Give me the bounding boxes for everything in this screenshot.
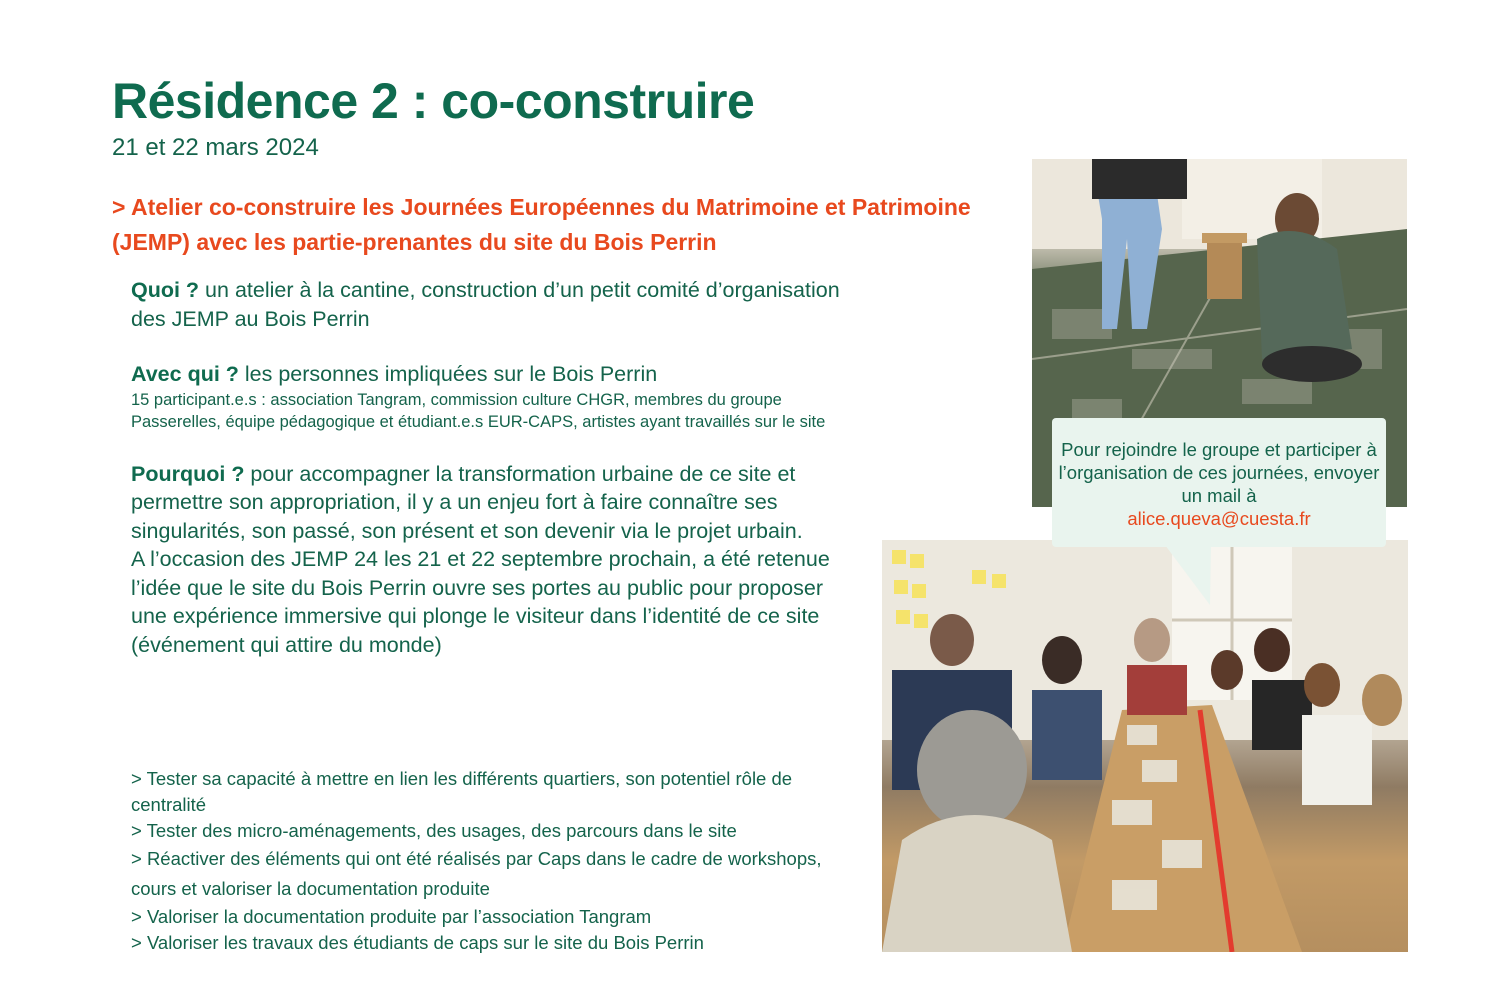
quoi-label: Quoi ?	[131, 278, 200, 302]
pourquoi-label: Pourquoi ?	[131, 461, 245, 486]
action-item: > Tester des micro-aménagements, des usages, des parcours dans le site	[131, 820, 737, 841]
page-title: Résidence 2 : co-construire	[112, 73, 755, 129]
avec-qui-text: les personnes impliquées sur le Bois Perrin	[238, 362, 658, 386]
event-date: 21 et 22 mars 2024	[112, 134, 319, 161]
quoi-paragraph	[131, 276, 851, 333]
avec-qui-paragraph	[131, 360, 851, 389]
avec-qui-label: Avec qui ?	[131, 362, 239, 386]
pourquoi-text-2: A l’occasion des JEMP 24 les 21 et 22 septembre prochain, a été retenue l’idée que le site du Bois Perrin ouvre ses portes au public pour proposer une expérience immersive qui plonge le visiteur dans l’identité de ce site (événement qui attire du monde)	[131, 547, 830, 657]
description-block	[131, 276, 851, 659]
pourquoi-paragraph	[131, 460, 851, 546]
callout-text: Pour rejoindre le groupe et participer à l’organisation de ces journées, envoyer un mail à	[1058, 439, 1380, 506]
workshop-heading: > Atelier co-construire les Journées Européennes du Matrimoine et Patrimoine (JEMP) avec les partie-prenantes du site du Bois Perrin	[112, 194, 971, 255]
actions-list	[131, 766, 851, 956]
photo-meeting-table	[882, 540, 1408, 952]
pourquoi-text: pour accompagner la transformation urbaine de ce site et permettre son appropriation, il y a un enjeu fort à faire connaître ses singularités, son passé, son présent et son devenir via le projet urbain.	[131, 461, 803, 543]
action-item: > Réactiver des éléments qui ont été réalisés par Caps dans le cadre de workshops, cours et valoriser la documentation produite	[131, 848, 822, 899]
quoi-text: un atelier à la cantine, construction d’un petit comité d’organisation des JEMP au Bois Perrin	[131, 278, 840, 331]
callout-bubble	[1052, 418, 1386, 547]
callout-email-link[interactable]: alice.queva@cuesta.fr	[1127, 508, 1311, 529]
callout-tail	[1165, 545, 1225, 607]
action-item: > Valoriser les travaux des étudiants de caps sur le site du Bois Perrin	[131, 932, 704, 953]
action-item: > Valoriser la documentation produite par l’association Tangram	[131, 906, 652, 927]
participants-details: 15 participant.e.s : association Tangram, commission culture CHGR, membres du groupe Passerelles, équipe pédagogique et étudiant.e.s EUR-CAPS, artistes ayant travaillés sur le site	[131, 390, 826, 431]
photo-meeting-illustration	[882, 540, 1408, 952]
action-item: > Tester sa capacité à mettre en lien les différents quartiers, son potentiel rôle de centralité	[131, 768, 793, 815]
